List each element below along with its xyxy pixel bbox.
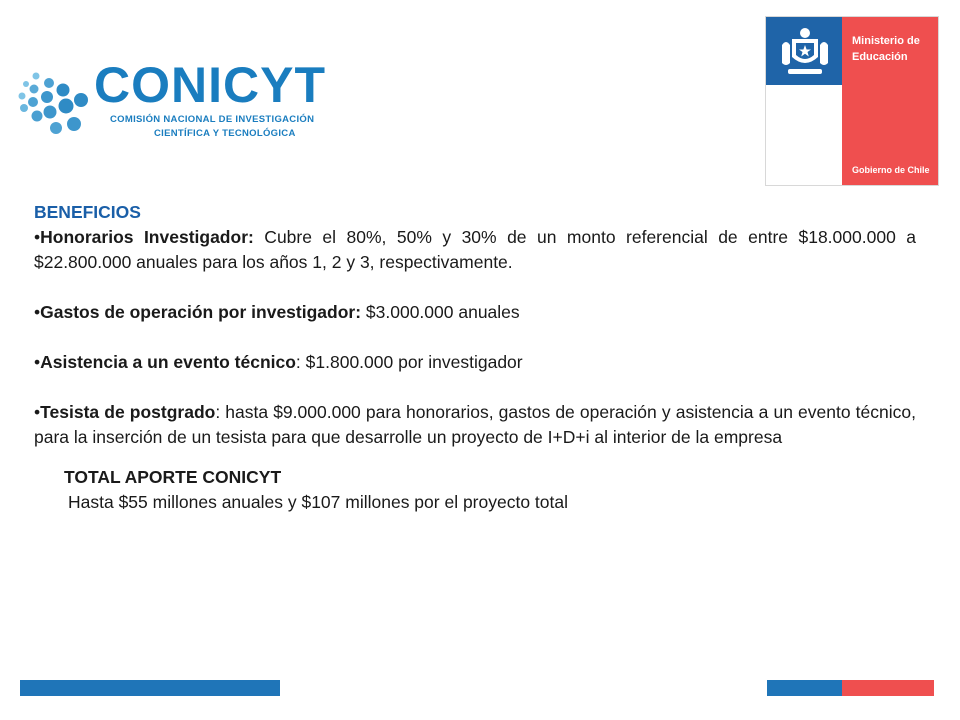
- ministerio-line1: Ministerio de: [852, 35, 920, 47]
- benefit-label: Tesista de postgrado: [40, 402, 216, 422]
- conicyt-brand-text: CONICYT: [94, 57, 326, 113]
- benefits-content: [34, 200, 916, 515]
- gobierno-text: Gobierno de Chile: [852, 165, 930, 175]
- benefit-text: Cubre el 80%, 50% y 30% de un monto referencial de entre $18.000.000 a $22.800.000 anuales para los años 1, 2 y 3, respectivamente.: [34, 227, 916, 272]
- benefit-item-asistencia: [34, 350, 916, 375]
- benefit-text: : hasta $9.000.000 para honorarios, gastos de operación y asistencia a un evento técnico, para la inserción de un tesista para que desarrolle un proyecto de I+D+i al interior de la empresa: [34, 402, 916, 447]
- conicyt-dots-icon: [16, 56, 96, 146]
- benefit-label: Honorarios Investigador:: [40, 227, 254, 247]
- benefit-item-tesista: [34, 400, 916, 450]
- footer-bar-left: [20, 680, 280, 696]
- ministerio-text: [852, 33, 920, 65]
- benefit-label: Gastos de operación por investigador:: [40, 302, 362, 322]
- benefit-item-honorarios: [34, 225, 916, 275]
- benefit-label: Asistencia a un evento técnico: [40, 352, 296, 372]
- conicyt-subtitle-line1: COMISIÓN NACIONAL DE INVESTIGACIÓN: [110, 114, 315, 125]
- footer-bar-right-blue: [767, 680, 842, 696]
- footer-bar-right-red: [842, 680, 934, 696]
- total-aporte-title: TOTAL APORTE CONICYT: [64, 467, 282, 487]
- bullet: •: [34, 227, 41, 247]
- benefit-text: : $1.800.000 por investigador: [295, 352, 523, 372]
- coat-of-arms-icon: [778, 23, 832, 81]
- benefit-text: $3.000.000 anuales: [361, 302, 520, 322]
- total-aporte-text: Hasta $55 millones anuales y $107 millones por el proyecto total: [68, 492, 569, 512]
- benefits-heading: BENEFICIOS: [34, 202, 141, 222]
- bullet: •: [34, 352, 41, 372]
- ministerio-line2: Educación: [852, 51, 908, 63]
- conicyt-logo: [16, 56, 326, 146]
- bullet: •: [34, 402, 41, 422]
- benefit-item-gastos: [34, 300, 916, 325]
- conicyt-subtitle-line2: CIENTÍFICA Y TECNOLÓGICA: [154, 128, 296, 139]
- ministerio-educacion-logo: [765, 16, 939, 186]
- bullet: •: [34, 302, 41, 322]
